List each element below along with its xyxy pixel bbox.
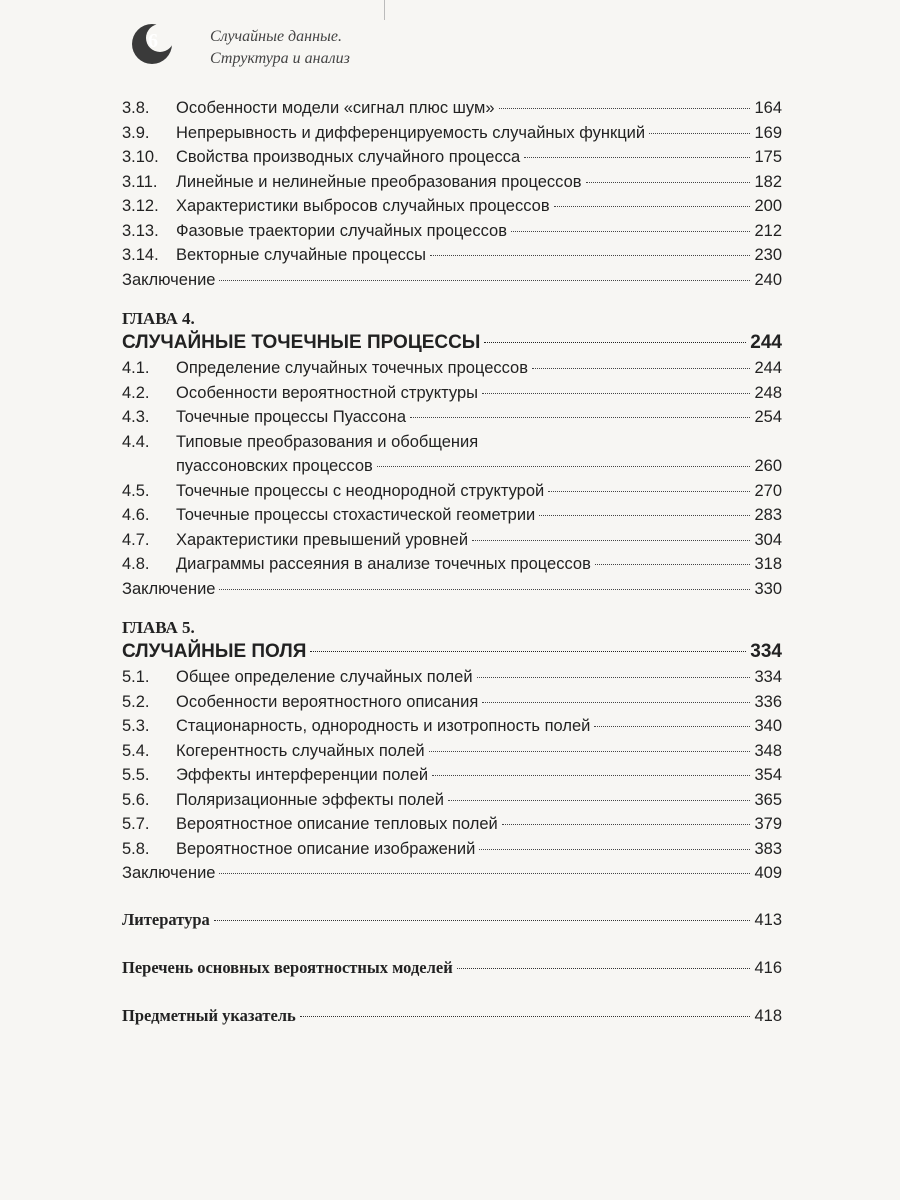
toc-bibliography: Литература 413 <box>122 909 782 929</box>
chapter-label: ГЛАВА 4. <box>122 309 195 328</box>
toc-entry-continued: пуассоновских процессов 260 <box>176 457 782 475</box>
page-number: 6 <box>148 30 158 52</box>
toc-entry: 5.2. Особенности вероятностного описания 336 <box>122 692 782 711</box>
toc-entry: 4.1. Определение случайных точечных процессов 244 <box>122 359 782 377</box>
toc-entry: 4.4. Типовые преобразования и обобщения <box>122 432 479 451</box>
page-gutter-line <box>384 0 385 20</box>
toc-entry: 3.9. Непрерывность и дифференцируемость случайных функций 169 <box>122 123 782 142</box>
toc-entry: 5.4. Когерентность случайных полей 348 <box>122 741 782 760</box>
toc-entry: 5.3. Стационарность, однородность и изотропность полей 340 <box>122 717 782 735</box>
toc-entry: 3.8. Особенности модели «сигнал плюс шум» 164 <box>122 99 782 117</box>
toc-entry: 5.6. Поляризационные эффекты полей 365 <box>122 790 782 809</box>
toc-entry: 4.7. Характеристики превышений уровней 304 <box>122 530 782 549</box>
toc-model-list: Перечень основных вероятностных моделей 416 <box>122 957 782 977</box>
toc-subject-index: Предметный указатель 418 <box>122 1005 782 1025</box>
toc-entry: 3.11. Линейные и нелинейные преобразования процессов 182 <box>122 172 782 191</box>
toc-conclusion: Заключение 409 <box>122 864 782 882</box>
toc-entry: 3.13. Фазовые траектории случайных процессов 212 <box>122 221 782 240</box>
toc-entry: 3.10. Свойства производных случайного процесса 175 <box>122 148 782 166</box>
toc-entry: 5.1. Общее определение случайных полей 334 <box>122 668 782 686</box>
toc-entry: 5.7. Вероятностное описание тепловых полей 379 <box>122 815 782 833</box>
chapter-title-row: СЛУЧАЙНЫЕ ПОЛЯ 334 <box>122 641 782 662</box>
running-header-line1: Случайные данные. <box>210 28 342 45</box>
toc-entry: 4.3. Точечные процессы Пуассона 254 <box>122 408 782 426</box>
toc-entry: 5.5. Эффекты интерференции полей 354 <box>122 766 782 784</box>
toc-entry: 4.8. Диаграммы рассеяния в анализе точечных процессов 318 <box>122 555 782 573</box>
running-header-line2: Структура и анализ <box>210 50 350 67</box>
chapter-title-row: СЛУЧАЙНЫЕ ТОЧЕЧНЫЕ ПРОЦЕССЫ 244 <box>122 332 782 353</box>
toc-entry: 5.8. Вероятностное описание изображений 383 <box>122 839 782 858</box>
toc-entry: 3.12. Характеристики выбросов случайных процессов 200 <box>122 197 782 215</box>
toc-conclusion: Заключение 240 <box>122 270 782 289</box>
toc-entry: 4.5. Точечные процессы с неоднородной структурой 270 <box>122 481 782 500</box>
chapter-label: ГЛАВА 5. <box>122 618 195 637</box>
toc-entry: 4.6. Точечные процессы стохастической геометрии 283 <box>122 506 782 524</box>
table-of-contents <box>122 96 782 1028</box>
toc-conclusion: Заключение 330 <box>122 579 782 598</box>
running-header <box>210 26 350 70</box>
toc-entry: 4.2. Особенности вероятностной структуры 248 <box>122 383 782 402</box>
toc-entry: 3.14. Векторные случайные процессы 230 <box>122 246 782 264</box>
